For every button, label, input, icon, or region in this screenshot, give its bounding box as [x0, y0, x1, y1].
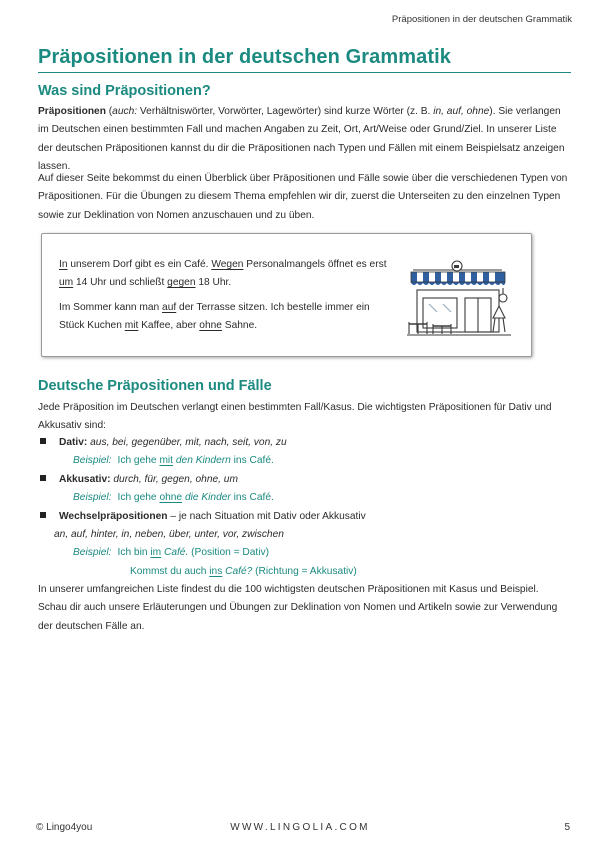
list-item-akkusativ — [38, 471, 570, 508]
example-text — [59, 256, 389, 342]
example-akkusativ: Beispiel: Ich gehe ohne die Kinder ins Café. — [73, 492, 274, 504]
bullet-square — [40, 512, 46, 518]
cases-intro-paragraph: Jede Präposition im Deutschen verlangt einen bestimmten Fall/Kasus. Die wichtigsten Präpositionen für Dativ und Akkusativ sind: — [38, 402, 552, 432]
case-label-dativ: Dativ: — [59, 437, 88, 448]
example-sentence-2: Im Sommer kann man auf der Terrasse sitzen. Ich bestelle immer ein Stück Kuchen mit Kaffee, aber ohne Sahne. — [59, 301, 370, 332]
footer-copyright: © Lingo4you — [36, 822, 93, 833]
title-divider — [38, 72, 571, 73]
example-wechsel-akkusativ: Kommst du auch ins Café? (Richtung = Akkusativ) — [130, 565, 357, 577]
example-sentence-1: In unserem Dorf gibt es ein Café. Wegen Personalmangels öffnet es erst um 14 Uhr und schließt gegen 18 Uhr. — [59, 259, 387, 289]
case-label-akkusativ: Akkusativ: — [59, 473, 111, 485]
example-wechsel-dativ: Beispiel: Ich bin im Café. (Position = Dativ) — [73, 547, 269, 559]
prep-list-wechsel: an, auf, hinter, in, neben, über, unter, vor, zwischen — [54, 528, 284, 540]
wechsel-description: – je nach Situation mit Dativ oder Akkusativ — [167, 510, 366, 522]
page-number: 5 — [564, 822, 570, 833]
section-heading-was-sind: Was sind Präpositionen? — [38, 83, 211, 99]
outro-paragraph: In unserer umfangreichen Liste findest du die 100 wichtigsten deutschen Präpositionen mit Kasus und Beispiel. Schau dir auch unsere Erläuterungen und Übungen zur Deklination von Nomen und Artikeln sowie zur Verwendung der deutschen Fälle an. — [38, 584, 558, 632]
prep-list-dativ: aus, bei, gegenüber, mit, nach, seit, von, zu — [87, 437, 287, 448]
prep-list-akkusativ: durch, für, gegen, ohne, um — [110, 473, 238, 485]
list-item-wechselpraepositionen — [38, 508, 570, 582]
section-heading-faelle: Deutsche Präpositionen und Fälle — [38, 378, 272, 394]
page-title: Präpositionen in der deutschen Grammatik — [38, 46, 451, 68]
example-words: in, auf, ohne — [433, 106, 490, 117]
bullet-square — [40, 438, 46, 444]
bullet-square — [40, 475, 46, 481]
list-item-dativ — [38, 434, 570, 471]
term-praepositionen: Präpositionen — [38, 106, 106, 117]
example-dativ: Beispiel: Ich gehe mit den Kindern ins Café. — [73, 455, 274, 467]
intro-paragraph: Präpositionen (auch: Verhältniswörter, Vorwörter, Lagewörter) sind kurze Wörter (z. B. in, auf, ohne). Sie verlangen im Deutschen einen bestimmten Fall und machen Angaben zu Zeit, Ort, Art/Weise oder Grund/Ziel. In unserer Liste der deutschen Präpositionen kannst du dir die Präpositionen nach Typen und Fällen mit einem Beispielsatz anzeigen lassen. — [38, 106, 565, 173]
case-rule-list — [38, 434, 570, 581]
example-box — [41, 233, 532, 357]
running-header: Präpositionen in der deutschen Grammatik — [391, 14, 572, 25]
case-label-wechsel: Wechselpräpositionen — [59, 510, 168, 522]
overview-paragraph: Auf dieser Seite bekommst du einen Überblick über Präpositionen und Fälle sowie über die verschiedenen Typen von Präpositionen. Für die Übungen zu diesem Thema empfehlen wir dir, zuerst die Unterseiten zu den einzelnen Typen sowie zur Deklination von Nomen anzuschauen und zu üben. — [38, 173, 568, 221]
cafe-storefront-icon — [407, 260, 512, 340]
footer-website-link[interactable]: WWW.LINGOLIA.COM — [230, 822, 370, 833]
also-label: auch: — [112, 106, 138, 117]
